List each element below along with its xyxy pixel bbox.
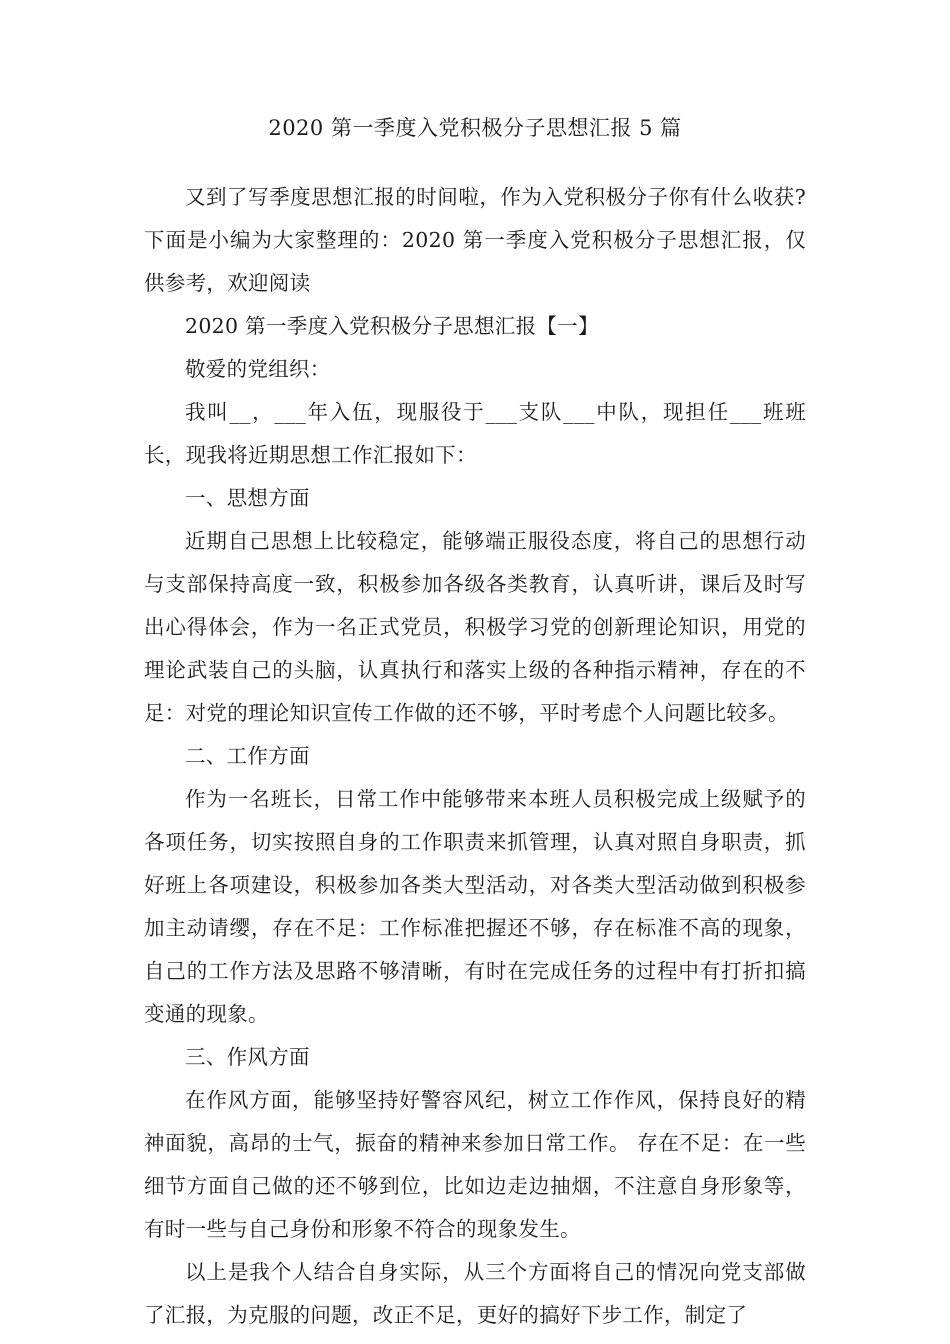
paragraph-self-intro: 我叫__，___年入伍，现服役于___支队___中队，现担任___班班长，现我将近期思想工作汇报如下： (144, 400, 806, 467)
section-heading-one: 2020 第一季度入党积极分子思想汇报【一】 (185, 314, 599, 338)
salutation: 敬爱的党组织： (185, 357, 331, 381)
document-body (144, 176, 806, 1337)
paragraph-summary: 以上是我个人结合自身实际，从三个方面将自己的情况向党支部做了汇报，为克服的问题，改正不足，更好的搞好下步工作，制定了 (144, 1260, 806, 1327)
heading-thought: 一、思想方面 (185, 486, 310, 510)
paragraph-intro: 又到了写季度思想汇报的时间啦，作为入党积极分子你有什么收获?下面是小编为大家整理的：2020 第一季度入党积极分子思想汇报，仅供参考，欢迎阅读 (144, 185, 806, 295)
paragraph-thought: 近期自己思想上比较稳定，能够端正服役态度，将自己的思想行动与支部保持高度一致，积极参加各级各类教育，认真听讲，课后及时写出心得体会，作为一名正式党员，积极学习党的创新理论知识，用党的理论武装自己的头脑，认真执行和落实上级的各种指示精神，存在的不足：对党的理论知识宣传工作做的还不够，平时考虑个人问题比较多。 (144, 529, 806, 725)
heading-style: 三、作风方面 (185, 1045, 310, 1069)
document-title: 2020 第一季度入党积极分子思想汇报 5 篇 (268, 116, 682, 140)
paragraph-style: 在作风方面，能够坚持好警容风纪，树立工作作风，保持良好的精神面貌，高昂的士气，振奋的精神来参加日常工作。 存在不足：在一些细节方面自己做的还不够到位，比如边走边抽烟，不注意自身形象等，有时一些与自己身份和形象不符合的现象发生。 (144, 1088, 806, 1241)
paragraph-work: 作为一名班长，日常工作中能够带来本班人员积极完成上级赋予的各项任务，切实按照自身的工作职责来抓管理，认真对照自身职责，抓好班上各项建设，积极参加各类大型活动，对各类大型活动做到积极参加主动请缨，存在不足：工作标准把握还不够，存在标准不高的现象，自己的工作方法及思路不够清晰，有时在完成任务的过程中有打折扣搞变通的现象。 (144, 787, 806, 1026)
heading-work: 二、工作方面 (185, 744, 310, 768)
